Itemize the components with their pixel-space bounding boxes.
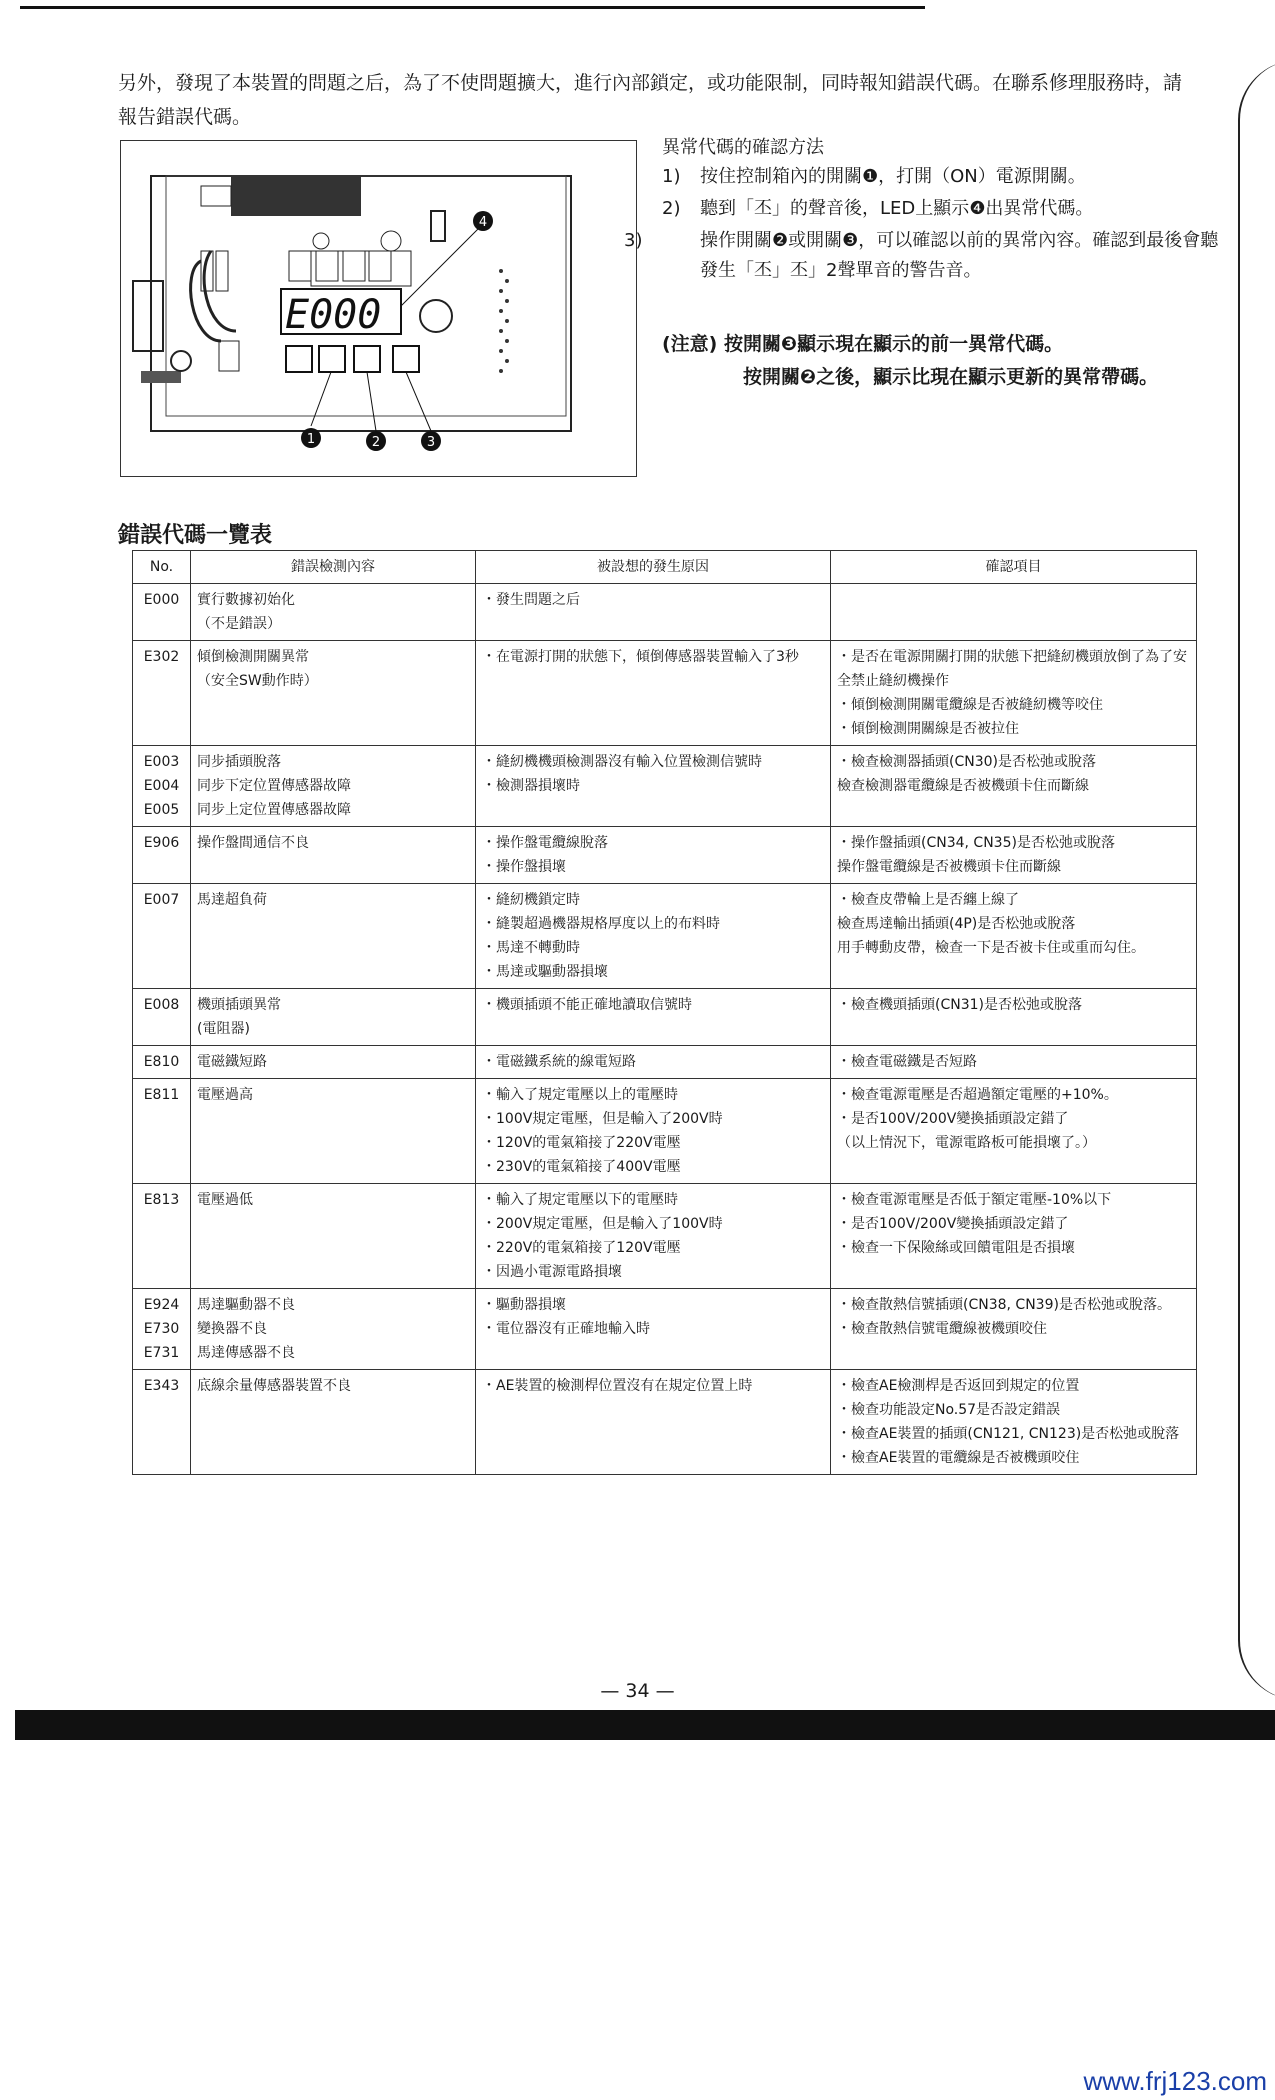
table-row: [133, 1289, 1197, 1370]
code-cell-line: E924: [143, 1297, 180, 1313]
check-cell: [831, 746, 1197, 827]
check-cell-line: ・是否100V/200V變換插頭設定錯了: [837, 1216, 1069, 1232]
check-cell-line: ・是否在電源開關打開的狀態下把縫紉機頭放倒了為了安全禁止縫紉機操作: [837, 649, 1187, 689]
content-cell-line: 同步下定位置傳感器故障: [197, 778, 351, 794]
code-cell: [133, 1079, 191, 1184]
check-cell: [831, 884, 1197, 989]
page-number: — 34 —: [600, 1680, 675, 1702]
header-cause: 被設想的發生原因: [476, 551, 831, 584]
steps-title: 異常代碼的確認方法: [662, 137, 824, 158]
table-row: [133, 584, 1197, 641]
cause-cell-line: ・縫紉機機頭檢測器沒有輸入位置檢測信號時: [482, 754, 762, 770]
table-row: [133, 1046, 1197, 1079]
cause-cell: [476, 746, 831, 827]
table-row: [133, 746, 1197, 827]
code-cell-line: E811: [143, 1087, 180, 1103]
check-cell-line: ・檢查電磁鐵是否短路: [837, 1054, 977, 1070]
content-cell: [191, 827, 476, 884]
check-cell-line: ・檢查AE檢測桿是否返回到規定的位置: [837, 1378, 1080, 1394]
code-cell-line: E008: [143, 997, 180, 1013]
content-cell: [191, 1289, 476, 1370]
cause-cell: [476, 1046, 831, 1079]
top-rule: [20, 6, 925, 9]
content-cell: [191, 1046, 476, 1079]
check-cell-line: 檢查檢測器電纜線是否被機頭卡住而斷線: [837, 778, 1089, 794]
content-cell-line: 傾倒檢測開關異常: [197, 649, 309, 665]
code-cell-line: E004: [143, 778, 180, 794]
code-cell-line: E730: [143, 1321, 180, 1337]
code-cell-line: E813: [143, 1192, 180, 1208]
step-3: [624, 226, 1222, 286]
check-cell-line: ・是否100V/200V變換插頭設定錯了: [837, 1111, 1069, 1127]
cause-cell-line: ・電位器沒有正確地輸入時: [482, 1321, 650, 1337]
site-watermark: www.frj123.com: [1083, 2066, 1267, 2096]
header-content: 錯誤檢測內容: [191, 551, 476, 584]
led-display: E000: [285, 292, 382, 338]
code-cell: [133, 584, 191, 641]
check-cell-line: （以上情況下，電源電路板可能損壞了。）: [837, 1135, 1096, 1151]
check-cell: [831, 1289, 1197, 1370]
header-no: No.: [133, 551, 191, 584]
check-cell: [831, 1046, 1197, 1079]
check-cell-line: ・檢查皮帶輪上是否纏上線了: [837, 892, 1019, 908]
check-cell-line: ・檢查一下保險絲或回饋電阻是否損壞: [837, 1240, 1075, 1256]
content-cell-line: 操作盤間通信不良: [197, 835, 309, 851]
cause-cell-line: ・發生問題之后: [482, 592, 580, 608]
note-block: [662, 328, 1202, 394]
content-cell-line: 馬達超負荷: [197, 892, 267, 908]
check-cell-line: ・檢查檢測器插頭(CN30)是否松弛或脫落: [837, 754, 1096, 770]
code-cell: [133, 1046, 191, 1079]
svg-text:1: 1: [306, 432, 316, 447]
content-cell: [191, 1079, 476, 1184]
content-cell-line: (電阻器): [197, 1021, 250, 1037]
cause-cell-line: ・120V的電氣箱接了220V電壓: [482, 1135, 681, 1151]
cause-cell-line: ・在電源打開的狀態下，傾倒傳感器裝置輸入了3秒: [482, 649, 799, 665]
check-cell-line: 檢查馬達輸出插頭(4P)是否松弛或脫落: [837, 916, 1076, 932]
cause-cell-line: ・操作盤損壞: [482, 859, 566, 875]
content-cell: [191, 641, 476, 746]
content-cell: [191, 1184, 476, 1289]
check-cell: [831, 1370, 1197, 1475]
step-number: 3): [624, 230, 643, 251]
cause-cell-line: ・縫製超過機器規格厚度以上的布料時: [482, 916, 720, 932]
code-cell: [133, 884, 191, 989]
cause-cell-line: ・AE裝置的檢測桿位置沒有在規定位置上時: [482, 1378, 753, 1394]
check-cell-line: ・檢查電源電壓是否低于額定電壓-10%以下: [837, 1192, 1112, 1208]
step-number: 1): [662, 166, 681, 187]
check-cell-line: ・檢查散熱信號電纜線被機頭咬住: [837, 1321, 1047, 1337]
check-cell-line: 操作盤電纜線是否被機頭卡住而斷線: [837, 859, 1061, 875]
note-line-1: 按開關❸顯示現在顯示的前一異常代碼。: [724, 333, 1064, 355]
svg-text:3: 3: [426, 435, 436, 450]
code-cell-line: E003: [143, 754, 180, 770]
cause-cell: [476, 1079, 831, 1184]
check-cell-line: ・檢查AE裝置的電纜線是否被機頭咬住: [837, 1450, 1080, 1466]
header-check: 確認項目: [831, 551, 1197, 584]
content-cell-line: 變換器不良: [197, 1321, 267, 1337]
cause-cell-line: ・縫紉機鎖定時: [482, 892, 580, 908]
cause-cell-line: ・馬達或驅動器損壞: [482, 964, 608, 980]
code-cell-line: E343: [143, 1378, 180, 1394]
table-row: [133, 827, 1197, 884]
code-cell-line: E000: [143, 592, 180, 608]
cause-cell: [476, 1370, 831, 1475]
code-cell-line: E810: [143, 1054, 180, 1070]
error-code-table: [132, 550, 1197, 1475]
table-row: [133, 641, 1197, 746]
check-cell-line: ・檢查AE裝置的插頭(CN121, CN123)是否松弛或脫落: [837, 1426, 1180, 1442]
step-text: 操作開關❷或開關❸，可以確認以前的異常內容。確認到最後會聽發生「丕」丕」2聲單音的警告音。: [700, 230, 1219, 281]
cause-cell-line: ・馬達不轉動時: [482, 940, 580, 956]
svg-text:2: 2: [371, 435, 381, 450]
table-row: [133, 1184, 1197, 1289]
table-body: [133, 584, 1197, 1475]
check-cell-line: [837, 588, 1190, 612]
content-cell: [191, 989, 476, 1046]
check-cell-line: ・檢查機頭插頭(CN31)是否松弛或脫落: [837, 997, 1082, 1013]
check-cell-line: ・操作盤插頭(CN34, CN35)是否松弛或脫落: [837, 835, 1115, 851]
code-cell-line: E731: [143, 1345, 180, 1361]
bottom-rule: [15, 1710, 1275, 1740]
code-cell-line: E007: [143, 892, 180, 908]
code-cell: [133, 827, 191, 884]
table-row: [133, 1079, 1197, 1184]
step-1: [662, 162, 1192, 192]
code-cell-line: E302: [143, 649, 180, 665]
intro-paragraph: 另外，發現了本裝置的問題之后，為了不使問題擴大，進行內部鎖定，或功能限制，同時報知錯誤代碼。在聯系修理服務時，請報告錯誤代碼。: [118, 72, 1183, 128]
note-label: (注意): [662, 333, 718, 355]
section-title: 錯誤代碼一覽表: [118, 523, 273, 548]
code-cell: [133, 1370, 191, 1475]
content-cell: [191, 1370, 476, 1475]
table-row: [133, 989, 1197, 1046]
cause-cell: [476, 989, 831, 1046]
cause-cell-line: ・輸入了規定電壓以上的電壓時: [482, 1087, 678, 1103]
table-header-row: [133, 551, 1197, 584]
note-line-2: 按開關❷之後，顯示比現在顯示更新的異常帶碼。: [743, 366, 1159, 388]
code-cell: [133, 1289, 191, 1370]
cause-cell-line: ・因過小電源電路損壞: [482, 1264, 622, 1280]
content-cell: [191, 746, 476, 827]
cause-cell-line: ・220V的電氣箱接了120V電壓: [482, 1240, 681, 1256]
content-cell: [191, 584, 476, 641]
content-cell-line: 馬達驅動器不良: [197, 1297, 295, 1313]
step-2: [662, 194, 1192, 224]
code-cell: [133, 1184, 191, 1289]
content-cell-line: 電磁鐵短路: [197, 1054, 267, 1070]
cause-cell-line: ・電磁鐵系統的線電短路: [482, 1054, 636, 1070]
cause-cell-line: ・機頭插頭不能正確地讀取信號時: [482, 997, 692, 1013]
code-cell: [133, 989, 191, 1046]
table-row: [133, 1370, 1197, 1475]
cause-cell: [476, 884, 831, 989]
step-text: 聽到「丕」的聲音後，LED上顯示❹出異常代碼。: [700, 198, 1094, 219]
cause-cell-line: ・輸入了規定電壓以下的電壓時: [482, 1192, 678, 1208]
check-cell: [831, 827, 1197, 884]
code-cell-line: E906: [143, 835, 180, 851]
content-cell-line: 機頭插頭異常: [197, 997, 281, 1013]
content-cell-line: 電壓過低: [197, 1192, 253, 1208]
cause-cell: [476, 1184, 831, 1289]
check-cell-line: ・傾倒檢測開關線是否被拉住: [837, 721, 1019, 737]
table-row: [133, 884, 1197, 989]
check-cell-line: ・檢查散熱信號插頭(CN38, CN39)是否松弛或脫落。: [837, 1297, 1171, 1313]
content-cell-line: 實行數據初始化: [197, 592, 295, 608]
code-cell-line: E005: [143, 802, 180, 818]
check-cell: [831, 584, 1197, 641]
cause-cell-line: ・操作盤電纜線脫落: [482, 835, 608, 851]
cause-cell-line: ・200V規定電壓，但是輸入了100V時: [482, 1216, 723, 1232]
check-cell-line: 用手轉動皮帶，檢查一下是否被卡住或重而勾住。: [837, 940, 1145, 956]
control-box-figure: [120, 140, 637, 477]
check-cell-line: ・檢查電源電壓是否超過額定電壓的+10%。: [837, 1087, 1118, 1103]
content-cell-line: 底線余量傳感器裝置不良: [197, 1378, 351, 1394]
content-cell-line: 同步上定位置傳感器故障: [197, 802, 351, 818]
cause-cell: [476, 584, 831, 641]
cause-cell-line: ・驅動器損壞: [482, 1297, 566, 1313]
cause-cell: [476, 827, 831, 884]
content-cell-line: 同步插頭脫落: [197, 754, 281, 770]
content-cell: [191, 884, 476, 989]
content-cell-line: （不是錯誤）: [197, 616, 281, 632]
code-cell: [133, 641, 191, 746]
content-cell-line: （安全SW動作時）: [197, 673, 318, 689]
cause-cell-line: ・檢測器損壞時: [482, 778, 580, 794]
step-text: 按住控制箱內的開關❶，打開（ON）電源開關。: [700, 166, 1086, 187]
cause-cell-line: ・230V的電氣箱接了400V電壓: [482, 1159, 681, 1175]
step-number: 2): [662, 198, 681, 219]
check-cell: [831, 641, 1197, 746]
content-cell-line: 馬達傳感器不良: [197, 1345, 295, 1361]
check-cell: [831, 1079, 1197, 1184]
control-box-illustration: [121, 141, 636, 476]
check-cell: [831, 1184, 1197, 1289]
check-cell-line: ・檢查功能設定No.57是否設定錯誤: [837, 1402, 1061, 1418]
code-cell: [133, 746, 191, 827]
svg-text:4: 4: [478, 215, 488, 230]
cause-cell: [476, 641, 831, 746]
cause-cell: [476, 1289, 831, 1370]
content-cell-line: 電壓過高: [197, 1087, 253, 1103]
cause-cell-line: ・100V規定電壓，但是輸入了200V時: [482, 1111, 723, 1127]
check-cell: [831, 989, 1197, 1046]
check-cell-line: ・傾倒檢測開關電纜線是否被縫紉機等咬住: [837, 697, 1103, 713]
binding-edge: [1238, 60, 1275, 1700]
